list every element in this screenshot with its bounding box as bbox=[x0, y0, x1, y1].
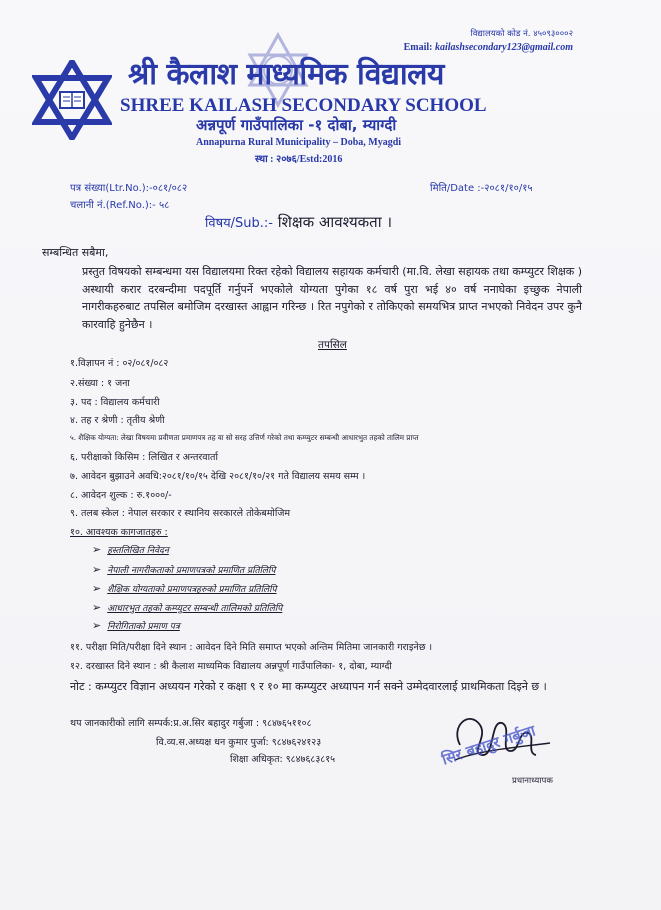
list-item: ११. परीक्षा मिति/परीक्षा दिने स्थान : आवेदन दिने मिति समाप्त भएको अन्तिम मितिमा जानकारी गराइनेछ । bbox=[70, 642, 433, 653]
contact-line: शिक्षा अधिकृत: ९८४७६८३८१५ bbox=[230, 754, 336, 765]
document-item: ➢ नेपाली नागरीकताको प्रमाणपत्रको प्रमाणित प्रतिलिपि bbox=[92, 563, 276, 576]
arrow-bullet-icon: ➢ bbox=[92, 543, 102, 556]
document-item: ➢ हस्तलिखित निवेदन bbox=[92, 543, 169, 556]
letter-date: मिति/Date :-२०८१/१०/१५ bbox=[430, 183, 533, 194]
contact-line: वि.व्य.स.अध्यक्ष धन कुमार पुर्जा: ९८४७६२४१२३ bbox=[156, 737, 322, 748]
arrow-bullet-icon: ➢ bbox=[92, 563, 102, 576]
school-code: विद्यालयको कोड नं. ४५०९३०००२ bbox=[470, 29, 573, 39]
established-year: स्था : २०७६/Estd:2016 bbox=[255, 154, 343, 165]
details-heading: तपसिल bbox=[318, 339, 347, 351]
school-name-nepali: श्री कैलाश माध्यमिक विद्यालय bbox=[128, 57, 444, 92]
stamp-title: प्रधानाध्यापक bbox=[512, 776, 553, 786]
list-item: ७. आवेदन बुझाउने अवधि:२०८१/१०/१५ देखि २०८१/१०/२१ गते विद्यालय समय सम्म । bbox=[70, 471, 366, 482]
note-paragraph: नोट : कम्प्युटर विज्ञान अध्ययन गरेको र कक्षा ९ र १० मा कम्प्युटर अध्यापन गर्न सक्ने उम्मेदवारलाई प्राथमिकता दिइने छ । bbox=[70, 680, 547, 693]
nepal-star-logo-icon bbox=[32, 60, 112, 140]
salutation: सम्बन्धित सबैमा, bbox=[42, 246, 109, 259]
list-item: ९. तलब स्केल : नेपाल सरकार र स्थानिय सरकारले तोकेबमोजिम bbox=[70, 508, 291, 519]
subject-line bbox=[205, 212, 392, 232]
document-item: ➢ आधारभुत तहको कम्प्युटर सम्बन्धी तालिमको प्रतिलिपि bbox=[92, 601, 283, 614]
document-item: ➢ शैक्षिक योग्यताको प्रमाणपत्रहरुको प्रमाणित प्रतिलिपि bbox=[92, 582, 277, 595]
list-item: ८. आवेदन शुल्क : रु.१०००/- bbox=[70, 490, 172, 501]
contact-line: थप जानकारीको लागि सम्पर्क:प्र.अ.सिर बहादुर गर्बुजा : ९८४७६५११०८ bbox=[70, 718, 312, 729]
arrow-bullet-icon: ➢ bbox=[92, 582, 102, 595]
list-item: १.विज्ञापन नं : ०२/०८१/०८२ bbox=[70, 358, 169, 369]
email-address: kailashsecondary123@gmail.com bbox=[434, 42, 573, 53]
list-item: ६. परीक्षाको किसिम : लिखित र अन्तरवार्ता bbox=[70, 452, 218, 463]
list-item: ५. शैक्षिक योग्यता: लेखा विषयमा प्रवीणता प्रमाणपत्र तह वा सो सरह उत्तिर्ण गरेको तथा कम्प्युटर सम्बन्धी आधारभुत तहको तालिम प्राप्त bbox=[70, 433, 419, 442]
stamp-name: सिर बहादुर गर्बुजा bbox=[439, 721, 538, 769]
letter-number: पत्र संख्या(Ltr.No.):-०८१/०८२ bbox=[70, 183, 188, 194]
body-paragraph: प्रस्तुत विषयको सम्बन्धमा यस विद्यालयमा रिक्त रहेको विद्यालय सहायक कर्मचारी (मा.वि. लेखा सहायक तथा कम्प्युटर शिक्षक ) अस्थायी करार दरबन्दीमा पदपूर्ति गर्नुपर्ने भएकोले योग्यता पुगेका १८ वर्ष पुरा भई ४० वर्ष ननाघेका इच्छुक नेपाली नागरीकहरुबाट तपसिल बमोजिम दरखास्त आह्वान गरिन्छ । रित नपुगेको र तोकिएको समयभित्र प्राप्त नभएको निवेदन उपर कुनै कारवाहि हुनेछैन । bbox=[82, 265, 583, 331]
arrow-bullet-icon: ➢ bbox=[92, 619, 102, 632]
reference-number: चलानी नं.(Ref.No.):- ५८ bbox=[70, 200, 170, 211]
arrow-bullet-icon: ➢ bbox=[92, 601, 102, 614]
school-email: Email: kailashsecondary123@gmail.com bbox=[403, 42, 573, 53]
documents-heading: १०. आवश्यक कागजातहरु : bbox=[70, 527, 168, 538]
subject-text: शिक्षक आवश्यकता । bbox=[277, 213, 393, 231]
municipality-nepali: अन्नपूर्ण गाउँपालिका -१ दोबा, म्याग्दी bbox=[196, 116, 397, 134]
list-item: ३. पद : विद्यालय कर्मचारी bbox=[70, 397, 160, 408]
list-item: ४. तह र श्रेणी : तृतीय श्रेणी bbox=[70, 415, 165, 426]
school-name-english: SHREE KAILASH SECONDARY SCHOOL bbox=[120, 95, 487, 116]
subject-label: विषय/Sub.:- bbox=[205, 216, 273, 231]
document-item: ➢ निरोगिताको प्रमाण पत्र bbox=[92, 619, 180, 632]
municipality-english: Annapurna Rural Municipality – Doba, Myagdi bbox=[196, 137, 402, 148]
list-item: १२. दरखास्त दिने स्थान : श्री कैलाश माध्यमिक विद्यालय अन्नपूर्ण गाउँपालिका- १, दोबा, म्याग्दी bbox=[70, 661, 392, 672]
list-item: २.संख्या : १ जना bbox=[70, 378, 130, 389]
